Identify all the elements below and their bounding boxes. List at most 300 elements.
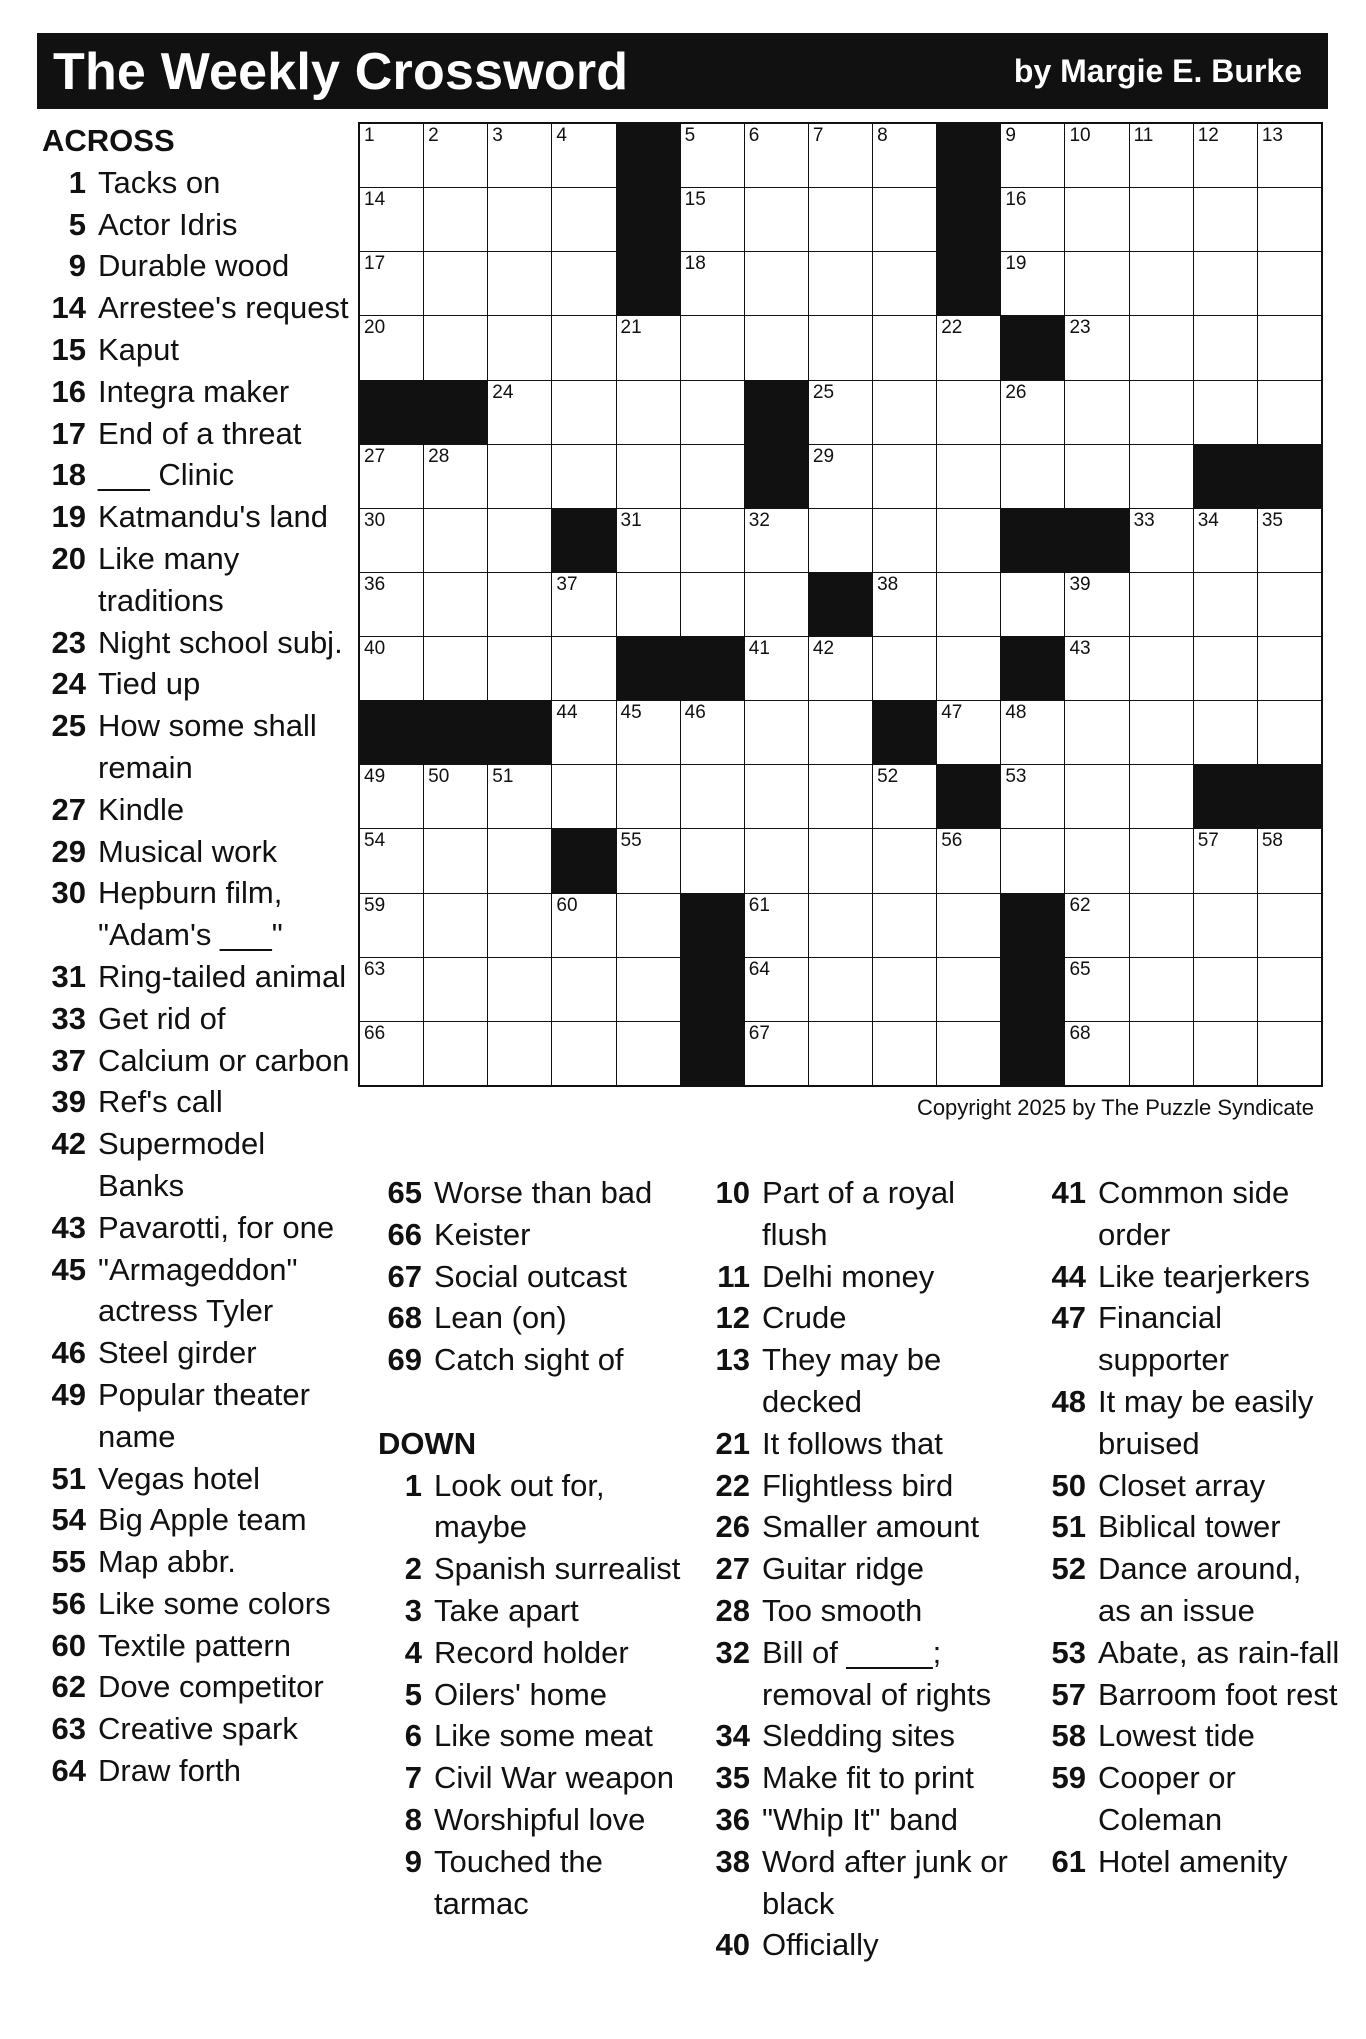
copyright-notice: Copyright 2025 by The Puzzle Syndicate bbox=[916, 1095, 1314, 1120]
grid-cell[interactable] bbox=[488, 445, 551, 508]
grid-cell[interactable] bbox=[1130, 188, 1193, 251]
grid-cell[interactable] bbox=[681, 381, 744, 444]
grid-cell[interactable] bbox=[1001, 124, 1064, 187]
grid-cell[interactable] bbox=[488, 829, 551, 892]
grid-cell[interactable] bbox=[617, 1022, 680, 1085]
grid-cell[interactable] bbox=[937, 637, 1000, 700]
grid-cell[interactable] bbox=[1001, 445, 1064, 508]
grid-cell[interactable] bbox=[809, 445, 872, 508]
grid-cell[interactable] bbox=[873, 894, 936, 957]
grid-cell[interactable] bbox=[360, 958, 423, 1021]
grid-cell[interactable] bbox=[552, 252, 615, 315]
black-square bbox=[1001, 894, 1064, 957]
grid-cell[interactable] bbox=[1194, 637, 1257, 700]
grid-cell[interactable] bbox=[681, 509, 744, 572]
clue-text: Lowest tide bbox=[1098, 1718, 1255, 1754]
grid-cell[interactable] bbox=[617, 381, 680, 444]
grid-cell[interactable] bbox=[809, 637, 872, 700]
grid-cell[interactable] bbox=[552, 316, 615, 379]
grid-cell[interactable] bbox=[617, 958, 680, 1021]
grid-cell[interactable] bbox=[1001, 252, 1064, 315]
down-clue-list-end bbox=[1042, 1172, 1342, 1883]
down-clue bbox=[706, 1465, 1026, 1507]
grid-cell[interactable] bbox=[1194, 509, 1257, 572]
grid-cell[interactable] bbox=[360, 509, 423, 572]
down-clue bbox=[706, 1924, 1026, 1966]
grid-cell[interactable] bbox=[617, 701, 680, 764]
grid-cell[interactable] bbox=[937, 894, 1000, 957]
clue-number: 65 bbox=[387, 1175, 422, 1210]
black-square bbox=[1258, 765, 1321, 828]
grid-cell[interactable] bbox=[809, 124, 872, 187]
grid-cell[interactable] bbox=[937, 509, 1000, 572]
across-clue bbox=[42, 998, 357, 1040]
grid-cell[interactable] bbox=[488, 637, 551, 700]
grid-cell[interactable] bbox=[1001, 188, 1064, 251]
grid-cell[interactable] bbox=[424, 445, 487, 508]
grid-cell[interactable] bbox=[1258, 509, 1321, 572]
black-square bbox=[1194, 445, 1257, 508]
grid-cell[interactable] bbox=[552, 701, 615, 764]
cell-number: 65 bbox=[1069, 958, 1091, 980]
clue-number: 5 bbox=[404, 1676, 422, 1712]
clue-number: 51 bbox=[51, 1460, 86, 1496]
grid-cell[interactable] bbox=[424, 637, 487, 700]
grid-cell[interactable] bbox=[617, 316, 680, 379]
grid-cell[interactable] bbox=[360, 637, 423, 700]
grid-cell[interactable] bbox=[745, 637, 808, 700]
clue-text: Textile pattern bbox=[98, 1627, 291, 1663]
grid-cell[interactable] bbox=[360, 829, 423, 892]
across-clue bbox=[42, 1625, 357, 1667]
grid-cell[interactable] bbox=[424, 958, 487, 1021]
cell-number: 63 bbox=[364, 958, 386, 980]
across-clue bbox=[42, 287, 357, 329]
grid-cell[interactable] bbox=[360, 124, 423, 187]
grid-cell[interactable] bbox=[1130, 637, 1193, 700]
grid-cell[interactable] bbox=[1258, 381, 1321, 444]
grid-cell[interactable] bbox=[681, 765, 744, 828]
grid-cell[interactable] bbox=[488, 381, 551, 444]
grid-cell[interactable] bbox=[809, 381, 872, 444]
grid-cell[interactable] bbox=[681, 701, 744, 764]
grid-cell[interactable] bbox=[552, 894, 615, 957]
grid-cell[interactable] bbox=[552, 958, 615, 1021]
clue-text: They may be decked bbox=[762, 1342, 942, 1419]
grid-cell[interactable] bbox=[488, 1022, 551, 1085]
grid-cell[interactable] bbox=[424, 252, 487, 315]
clue-number: 14 bbox=[51, 290, 86, 326]
grid-cell[interactable] bbox=[617, 765, 680, 828]
cell-number: 16 bbox=[1005, 189, 1027, 211]
grid-cell[interactable] bbox=[873, 765, 936, 828]
grid-cell[interactable] bbox=[1194, 894, 1257, 957]
grid-cell[interactable] bbox=[424, 829, 487, 892]
grid-cell[interactable] bbox=[745, 573, 808, 636]
cell-number: 46 bbox=[684, 702, 706, 724]
clue-number: 69 bbox=[387, 1342, 422, 1378]
clue-text: Make fit to print bbox=[762, 1760, 974, 1796]
clue-text: Flightless bird bbox=[762, 1467, 954, 1503]
grid-cell[interactable] bbox=[745, 509, 808, 572]
clue-text: Worse than bad bbox=[434, 1175, 653, 1210]
across-clue bbox=[378, 1256, 698, 1298]
grid-cell[interactable] bbox=[1194, 188, 1257, 251]
grid-cell[interactable] bbox=[360, 252, 423, 315]
across-clue bbox=[42, 1541, 357, 1583]
across-clue bbox=[42, 538, 357, 622]
grid-cell[interactable] bbox=[1065, 381, 1128, 444]
grid-cell[interactable] bbox=[809, 509, 872, 572]
grid-cell[interactable] bbox=[1065, 316, 1128, 379]
grid-cell[interactable] bbox=[617, 894, 680, 957]
grid-cell[interactable] bbox=[1065, 765, 1128, 828]
grid-cell[interactable] bbox=[681, 252, 744, 315]
grid-cell[interactable] bbox=[809, 958, 872, 1021]
grid-cell[interactable] bbox=[809, 765, 872, 828]
grid-cell[interactable] bbox=[552, 1022, 615, 1085]
cell-number: 64 bbox=[748, 958, 770, 980]
grid-cell[interactable] bbox=[745, 316, 808, 379]
grid-cell[interactable] bbox=[1194, 124, 1257, 187]
clue-number: 13 bbox=[715, 1342, 750, 1378]
black-square bbox=[745, 381, 808, 444]
clue-number: 50 bbox=[1051, 1467, 1086, 1503]
across-clue bbox=[42, 1123, 357, 1207]
cell-number: 29 bbox=[812, 445, 835, 467]
cell-number: 55 bbox=[620, 830, 642, 852]
down-clue bbox=[706, 1297, 1026, 1339]
grid-cell[interactable] bbox=[937, 445, 1000, 508]
grid-cell[interactable] bbox=[1130, 829, 1193, 892]
cell-number: 12 bbox=[1197, 125, 1219, 146]
grid-cell[interactable] bbox=[809, 316, 872, 379]
grid-cell[interactable] bbox=[809, 252, 872, 315]
down-clue bbox=[706, 1799, 1026, 1841]
grid-cell[interactable] bbox=[873, 829, 936, 892]
cell-number: 67 bbox=[748, 1022, 770, 1044]
grid-cell[interactable] bbox=[552, 765, 615, 828]
grid-cell[interactable] bbox=[488, 509, 551, 572]
grid-cell[interactable] bbox=[1001, 701, 1064, 764]
grid-cell[interactable] bbox=[937, 701, 1000, 764]
grid-cell[interactable] bbox=[1258, 1022, 1321, 1085]
grid-cell[interactable] bbox=[552, 637, 615, 700]
grid-cell[interactable] bbox=[873, 188, 936, 251]
grid-cell[interactable] bbox=[1258, 316, 1321, 379]
grid-cell[interactable] bbox=[488, 316, 551, 379]
grid-cell[interactable] bbox=[809, 1022, 872, 1085]
grid-cell[interactable] bbox=[424, 765, 487, 828]
clue-number: 48 bbox=[1051, 1383, 1086, 1419]
clue-text: It may be easily bruised bbox=[1098, 1383, 1314, 1461]
grid-cell[interactable] bbox=[1258, 894, 1321, 957]
clue-number: 67 bbox=[387, 1258, 422, 1294]
clue-number: 47 bbox=[1051, 1300, 1086, 1336]
grid-cell[interactable] bbox=[360, 894, 423, 957]
clue-text: Actor Idris bbox=[98, 206, 238, 242]
cell-number: 33 bbox=[1133, 509, 1155, 531]
clue-text: Kindle bbox=[98, 791, 185, 827]
grid-cell[interactable] bbox=[1130, 252, 1193, 315]
clue-text: Kaput bbox=[98, 331, 180, 367]
cell-number: 53 bbox=[1005, 766, 1027, 788]
across-clue bbox=[42, 789, 357, 831]
cell-number: 51 bbox=[492, 766, 514, 788]
grid-cell[interactable] bbox=[1065, 829, 1128, 892]
clue-number: 12 bbox=[715, 1300, 750, 1336]
grid-cell[interactable] bbox=[1194, 1022, 1257, 1085]
clue-number: 24 bbox=[51, 666, 86, 702]
grid-cell[interactable] bbox=[617, 829, 680, 892]
grid-cell[interactable] bbox=[1065, 188, 1128, 251]
grid-cell[interactable] bbox=[937, 381, 1000, 444]
grid-cell[interactable] bbox=[1065, 573, 1128, 636]
byline: by Margie E. Burke bbox=[1013, 53, 1302, 89]
clue-number: 61 bbox=[1051, 1843, 1086, 1879]
clue-number: 8 bbox=[404, 1801, 422, 1837]
grid-cell[interactable] bbox=[745, 829, 808, 892]
grid-cell[interactable] bbox=[360, 316, 423, 379]
grid-cell[interactable] bbox=[873, 381, 936, 444]
grid-cell[interactable] bbox=[488, 958, 551, 1021]
grid-cell[interactable] bbox=[937, 829, 1000, 892]
grid-cell[interactable] bbox=[360, 765, 423, 828]
grid-cell[interactable] bbox=[873, 509, 936, 572]
grid-cell[interactable] bbox=[1194, 958, 1257, 1021]
grid-cell[interactable] bbox=[424, 188, 487, 251]
across-clue bbox=[42, 872, 357, 956]
grid-cell[interactable] bbox=[809, 701, 872, 764]
grid-cell[interactable] bbox=[424, 894, 487, 957]
grid-cell[interactable] bbox=[488, 252, 551, 315]
down-clue bbox=[706, 1715, 1026, 1757]
grid-cell[interactable] bbox=[424, 509, 487, 572]
clue-number: 7 bbox=[404, 1760, 422, 1796]
down-clue-list bbox=[378, 1465, 698, 1925]
grid-cell[interactable] bbox=[745, 252, 808, 315]
clue-number: 17 bbox=[51, 415, 86, 451]
grid-cell[interactable] bbox=[1130, 1022, 1193, 1085]
clue-number: 42 bbox=[51, 1126, 86, 1162]
grid-cell[interactable] bbox=[745, 765, 808, 828]
grid-cell[interactable] bbox=[745, 701, 808, 764]
clue-text: Catch sight of bbox=[434, 1342, 624, 1378]
cell-number: 58 bbox=[1261, 830, 1283, 852]
down-clue bbox=[1042, 1674, 1342, 1716]
grid-cell[interactable] bbox=[617, 573, 680, 636]
clue-text: Tied up bbox=[98, 666, 201, 702]
clue-number: 41 bbox=[1051, 1175, 1086, 1210]
black-square bbox=[424, 381, 487, 444]
grid-cell[interactable] bbox=[1194, 381, 1257, 444]
grid-cell[interactable] bbox=[552, 124, 615, 187]
grid-cell[interactable] bbox=[873, 252, 936, 315]
grid-cell[interactable] bbox=[681, 124, 744, 187]
grid-cell[interactable] bbox=[1258, 573, 1321, 636]
grid-cell[interactable] bbox=[873, 316, 936, 379]
grid-cell[interactable] bbox=[1194, 252, 1257, 315]
grid-cell[interactable] bbox=[1065, 958, 1128, 1021]
grid-cell[interactable] bbox=[617, 509, 680, 572]
clue-text: Smaller amount bbox=[762, 1509, 980, 1545]
grid-cell[interactable] bbox=[552, 573, 615, 636]
clue-number: 2 bbox=[404, 1551, 422, 1587]
black-square bbox=[1194, 765, 1257, 828]
clue-number: 26 bbox=[715, 1509, 750, 1545]
black-square bbox=[1001, 509, 1064, 572]
grid-cell[interactable] bbox=[745, 958, 808, 1021]
grid-cell[interactable] bbox=[937, 573, 1000, 636]
grid-cell[interactable] bbox=[1130, 765, 1193, 828]
cell-number: 22 bbox=[941, 317, 963, 339]
clue-text: Delhi money bbox=[762, 1258, 935, 1294]
grid-cell[interactable] bbox=[424, 573, 487, 636]
grid-cell[interactable] bbox=[1065, 1022, 1128, 1085]
black-square bbox=[1065, 509, 1128, 572]
black-square bbox=[681, 958, 744, 1021]
clue-number: 4 bbox=[404, 1634, 422, 1670]
cell-number: 24 bbox=[492, 381, 514, 403]
grid-cell[interactable] bbox=[681, 573, 744, 636]
grid-cell[interactable] bbox=[360, 445, 423, 508]
grid-cell[interactable] bbox=[937, 316, 1000, 379]
grid-cell[interactable] bbox=[873, 124, 936, 187]
grid-cell[interactable] bbox=[424, 124, 487, 187]
grid-cell[interactable] bbox=[1065, 637, 1128, 700]
clue-text: Bill of _____; removal of rights bbox=[762, 1634, 992, 1712]
grid-cell[interactable] bbox=[1065, 252, 1128, 315]
grid-cell[interactable] bbox=[1258, 124, 1321, 187]
clue-text: Katmandu's land bbox=[98, 499, 328, 535]
black-square bbox=[1001, 637, 1064, 700]
grid-cell[interactable] bbox=[681, 829, 744, 892]
grid-cell[interactable] bbox=[681, 316, 744, 379]
grid-cell[interactable] bbox=[1001, 573, 1064, 636]
grid-cell[interactable] bbox=[488, 765, 551, 828]
grid-cell[interactable] bbox=[745, 188, 808, 251]
grid-cell[interactable] bbox=[1001, 829, 1064, 892]
grid-cell[interactable] bbox=[424, 316, 487, 379]
grid-cell[interactable] bbox=[1130, 445, 1193, 508]
clue-text: Social outcast bbox=[434, 1258, 627, 1294]
grid-cell[interactable] bbox=[1194, 316, 1257, 379]
grid-cell[interactable] bbox=[1258, 701, 1321, 764]
grid-cell[interactable] bbox=[873, 1022, 936, 1085]
grid-cell[interactable] bbox=[1130, 124, 1193, 187]
down-clue bbox=[706, 1423, 1026, 1465]
grid-cell[interactable] bbox=[681, 188, 744, 251]
grid-cell[interactable] bbox=[1194, 573, 1257, 636]
grid-cell[interactable] bbox=[1258, 637, 1321, 700]
grid-cell[interactable] bbox=[552, 188, 615, 251]
clue-text: Financial supporter bbox=[1098, 1300, 1229, 1378]
grid-cell[interactable] bbox=[360, 1022, 423, 1085]
grid-cell[interactable] bbox=[552, 445, 615, 508]
grid-cell[interactable] bbox=[873, 573, 936, 636]
grid-cell[interactable] bbox=[745, 124, 808, 187]
clue-text: Hotel amenity bbox=[1098, 1843, 1288, 1879]
clue-text: Big Apple team bbox=[98, 1502, 307, 1538]
grid-cell[interactable] bbox=[1194, 701, 1257, 764]
down-clue bbox=[1042, 1841, 1342, 1883]
grid-cell[interactable] bbox=[1001, 765, 1064, 828]
down-clue bbox=[706, 1506, 1026, 1548]
grid-cell[interactable] bbox=[1130, 573, 1193, 636]
grid-cell[interactable] bbox=[873, 958, 936, 1021]
cell-number: 66 bbox=[364, 1022, 386, 1044]
grid-cell[interactable] bbox=[1130, 958, 1193, 1021]
grid-cell[interactable] bbox=[488, 188, 551, 251]
grid-cell[interactable] bbox=[360, 188, 423, 251]
clue-number: 54 bbox=[51, 1502, 86, 1538]
clue-text: Record holder bbox=[434, 1634, 629, 1670]
grid-cell[interactable] bbox=[488, 124, 551, 187]
grid-cell[interactable] bbox=[745, 1022, 808, 1085]
grid-cell[interactable] bbox=[1130, 316, 1193, 379]
grid-cell[interactable] bbox=[873, 637, 936, 700]
cell-number: 60 bbox=[556, 894, 578, 916]
grid-cell[interactable] bbox=[809, 894, 872, 957]
grid-cell[interactable] bbox=[1065, 701, 1128, 764]
grid-cell[interactable] bbox=[937, 958, 1000, 1021]
grid-cell[interactable] bbox=[1065, 894, 1128, 957]
grid-cell[interactable] bbox=[1065, 445, 1128, 508]
grid-cell[interactable] bbox=[745, 894, 808, 957]
grid-cell[interactable] bbox=[809, 188, 872, 251]
black-square bbox=[1001, 1022, 1064, 1085]
grid-cell[interactable] bbox=[1001, 381, 1064, 444]
clue-number: 37 bbox=[51, 1042, 86, 1078]
grid-cell[interactable] bbox=[424, 1022, 487, 1085]
grid-cell[interactable] bbox=[1258, 188, 1321, 251]
grid-cell[interactable] bbox=[809, 829, 872, 892]
black-square bbox=[937, 188, 1000, 251]
black-square bbox=[424, 701, 487, 764]
grid-cell[interactable] bbox=[617, 445, 680, 508]
clue-number: 11 bbox=[717, 1258, 750, 1294]
grid-cell[interactable] bbox=[873, 445, 936, 508]
grid-cell[interactable] bbox=[1130, 894, 1193, 957]
clue-number: 31 bbox=[51, 958, 86, 994]
down-clue bbox=[706, 1757, 1026, 1799]
clue-number: 43 bbox=[51, 1209, 86, 1245]
cell-number: 26 bbox=[1005, 381, 1027, 403]
grid-cell[interactable] bbox=[552, 381, 615, 444]
grid-cell[interactable] bbox=[1258, 958, 1321, 1021]
across-clue bbox=[42, 1081, 357, 1123]
black-square bbox=[552, 829, 615, 892]
clue-number: 34 bbox=[715, 1718, 750, 1754]
grid-cell[interactable] bbox=[1065, 124, 1128, 187]
cell-number: 68 bbox=[1069, 1022, 1091, 1044]
grid-cell[interactable] bbox=[1130, 381, 1193, 444]
grid-cell[interactable] bbox=[1130, 701, 1193, 764]
down-clue bbox=[378, 1841, 698, 1925]
grid-cell[interactable] bbox=[488, 894, 551, 957]
grid-cell[interactable] bbox=[1130, 509, 1193, 572]
grid-cell[interactable] bbox=[1258, 252, 1321, 315]
grid-cell[interactable] bbox=[937, 1022, 1000, 1085]
grid-cell[interactable] bbox=[1194, 829, 1257, 892]
cell-number: 54 bbox=[364, 830, 386, 852]
grid-cell[interactable] bbox=[681, 445, 744, 508]
grid-cell[interactable] bbox=[488, 573, 551, 636]
cell-number: 14 bbox=[364, 189, 386, 211]
grid-cell[interactable] bbox=[360, 573, 423, 636]
grid-cell[interactable] bbox=[1258, 829, 1321, 892]
cell-number: 5 bbox=[684, 125, 696, 146]
